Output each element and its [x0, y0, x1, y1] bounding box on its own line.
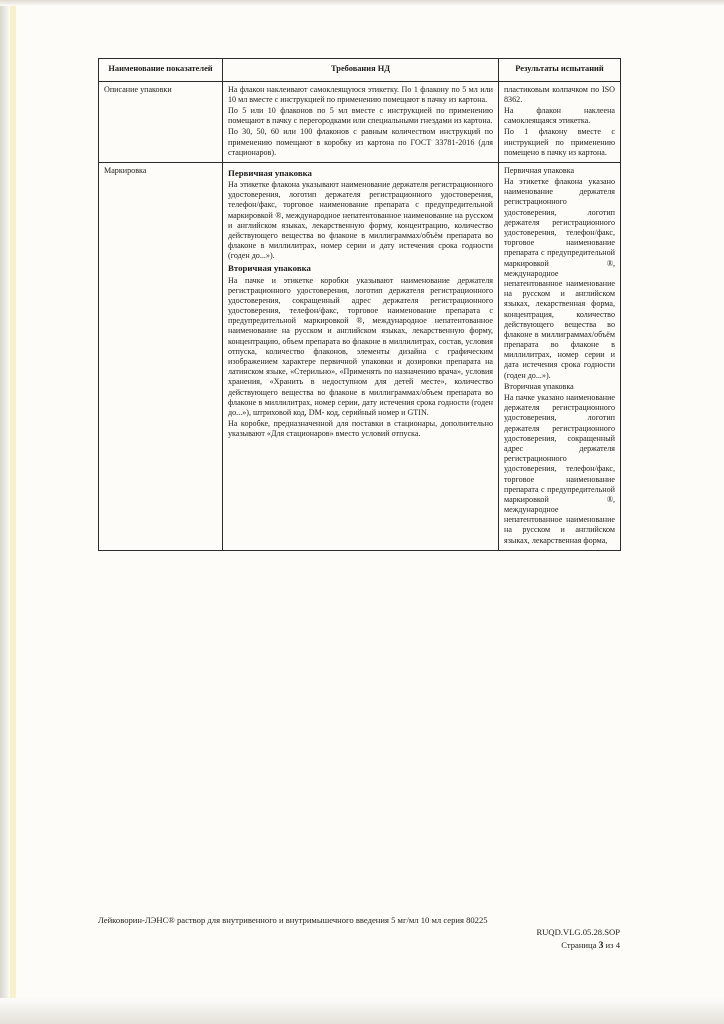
specification-table	[98, 58, 621, 551]
table-header-row	[99, 59, 621, 82]
result-paragraph: На флакон наклеена самоклеящаяся этикетка.	[504, 105, 615, 126]
scan-edge-bottom	[0, 998, 724, 1024]
scan-edge-highlight	[10, 0, 16, 1024]
scan-edge-left	[0, 0, 10, 1024]
row-results-marking	[499, 162, 621, 550]
footer-page-of: из	[605, 940, 614, 950]
requirement-paragraph: На этикетке флакона указывают наименование держателя регистрационного удостоверения, логотип держателя регистрационного удостоверения, телефон/факс, торговое наименование препарата с предупредительной маркировкой ®, международное непатентованное наименование на русском и английском языках, лекарственную форму, концентрацию, количество действующего вещества во флаконе в миллиграммах/объём препарата во флаконе в миллилитрах, номер серии и дату истечения срока годности (годен до...»).	[228, 179, 493, 261]
result-paragraph: На этикетке флакона указано наименование держателя регистрационного удостоверения, логотип держателя регистрационного удостоверения, телефон/факс, торговое наименование препарата с предупредительной маркировкой ®, международное непатентованное наименование на русском и английском языках, лекарственная форма, концентрация, количество действующего вещества во флаконе в миллиграммах/объём препарата во флаконе в миллилитрах, номер серии и дата истечения срока годности (годен до...»).	[504, 177, 615, 380]
footer-page-prefix: Страница	[561, 940, 597, 950]
column-header-requirements: Требования НД	[223, 59, 499, 82]
requirement-paragraph: По 30, 50, 60 или 100 флаконов с равным количеством инструкций по применению помещают в коробку из картона по ГОСТ 33781-2016 (для стационаров).	[228, 127, 493, 157]
row-results-packaging-description	[499, 81, 621, 162]
result-paragraph: По 1 флакону вместе с инструкцией по применению помещено в пачку из картона.	[504, 127, 615, 157]
footer-page-total: 4	[615, 940, 620, 950]
result-paragraph: Вторичная упаковка	[504, 381, 574, 391]
row-label-packaging-description: Описание упаковки	[99, 81, 223, 162]
requirement-paragraph: По 5 или 10 флаконов по 5 мл вместе с инструкцией по применению помещают в пачку с перегородками или специальными гнездами из картона.	[228, 105, 493, 126]
row-requirements-packaging-description	[223, 81, 499, 162]
result-paragraph: Первичная упаковка	[504, 165, 575, 175]
scan-edge-top	[0, 0, 724, 6]
table-row	[99, 81, 621, 162]
row-requirements-marking	[223, 162, 499, 550]
footer-doc-code: RUQD.VLG.05.28.SOP	[536, 927, 620, 937]
requirement-subheading: Вторичная упаковка	[228, 263, 311, 274]
column-header-indicator: Наименование показателей	[99, 59, 223, 82]
row-label-marking: Маркировка	[99, 162, 223, 550]
footer-page-current: 3	[598, 940, 604, 951]
result-paragraph: пластиковым колпачком по ISO 8362.	[504, 84, 615, 104]
column-header-results: Результаты испытаний	[499, 59, 621, 82]
table-row	[99, 162, 621, 550]
footer-product-line: Лейковорин-ЛЭНС® раствор для внутривенного и внутримышечного введения 5 мг/мл 10 мл серия 80225	[98, 915, 488, 925]
footer-page-number	[98, 940, 638, 951]
requirement-paragraph: На коробке, предназначенной для поставки в стационары, дополнительно указывают «Для стационаров» вместо условий отпуска.	[228, 419, 493, 439]
result-paragraph: На пачке указано наименование держателя регистрационного удостоверения, логотип держателя регистрационного удостоверения, сокращенный адрес держателя регистрационного удостоверения, телефон/факс, торговое наименование препарата с предупредительной маркировкой ®, международное непатентованное наименование на русском и английском языках, лекарственная форма,	[504, 393, 615, 545]
page-footer	[98, 915, 638, 951]
requirement-paragraph: На пачке и этикетке коробки указывают наименование держателя регистрационного удостоверения, логотип держателя регистрационного удостоверения, сокращенный адрес держателя регистрационного удостоверения, телефон/факс, торговое наименование препарата с предупредительной маркировкой ®, международное непатентованное наименование на русском и английском языках, лекарственную форму, концентрацию, объем препарата во флаконе в миллилитрах, состав, условия отпуска, количество флаконов, элементы дизайна с графическим изображением характере первичной упаковки и дозировки препарата на латинском языке, «Стерильно», «Применять по назначению врача», условия хранения, «Хранить в недоступном для детей месте», количество действующего вещества во флаконе в миллиграммах/объем препарата во флаконе в миллилитрах, номер серии, дату истечения срока годности (годен до...»), штриховой код, DM- код, серийный номер и GTIN.	[228, 275, 493, 417]
requirement-subheading: Первичная упаковка	[228, 167, 312, 178]
requirement-paragraph: На флакон наклеивают самоклеящуюся этикетку. По 1 флакону по 5 мл или 10 мл вместе с инструкцией по применению помещают в пачку из картона.	[228, 84, 493, 104]
